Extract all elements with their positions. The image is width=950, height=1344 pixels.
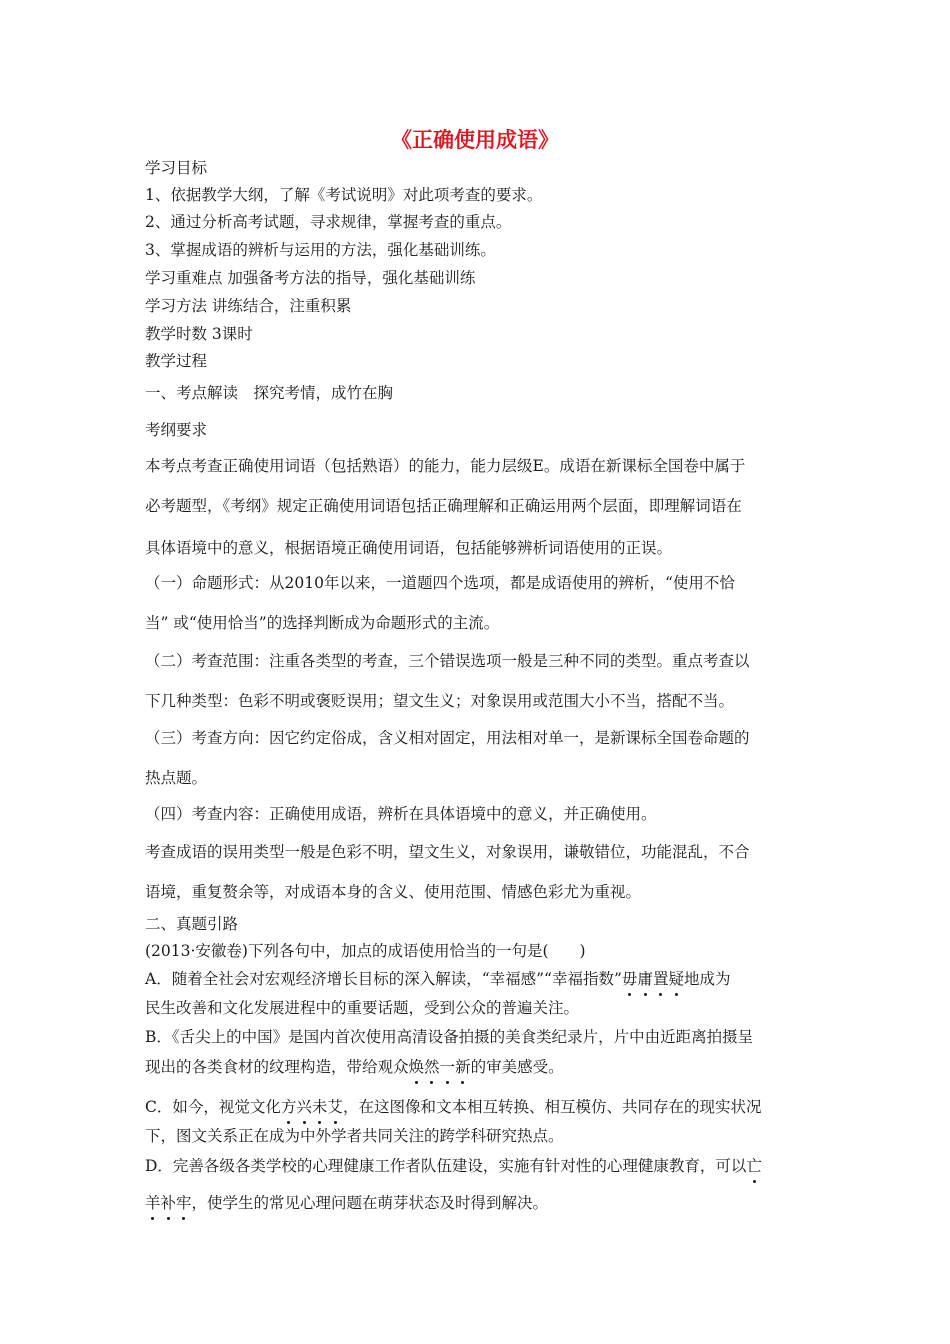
dotted-char: 兴 — [296, 1098, 312, 1116]
text-line: 学习方法 讲练结合，注重积累 — [145, 297, 352, 315]
dotted-char: 亡 — [746, 1157, 762, 1175]
dotted-char: 焕 — [408, 1058, 425, 1076]
text-line: 学习重难点 加强备考方法的指导，强化基础训练 — [145, 269, 476, 287]
dotted-char: 庸 — [637, 970, 653, 988]
option-c-line-1 — [145, 1097, 761, 1117]
text-line: 必考题型，《考纲》规定正确使用词语包括正确理解和正确运用两个层面，即理解词语在 — [145, 497, 742, 515]
question-stem: (2013·安徽卷)下列各句中，加点的成语使用恰当的一句是( ) — [145, 942, 586, 960]
option-text: C．如今，视觉文化 — [145, 1098, 281, 1116]
dotted-idiom — [746, 1157, 762, 1175]
dotted-char: 新 — [455, 1058, 471, 1076]
option-c-line-2 — [145, 1126, 564, 1146]
dotted-char: 补 — [160, 1194, 177, 1212]
text-line: 2、通过分析高考试题，寻求规律，掌握考查的重点。 — [145, 213, 512, 231]
option-text: D．完善各级各类学校的心理健康工作者队伍建设，实施有针对性的心理健康教育，可以 — [145, 1157, 747, 1175]
dotted-char: 疑 — [668, 970, 684, 988]
text-line: 3、掌握成语的辨析与运用的方法，强化基础训练。 — [145, 241, 496, 259]
text-line: （三）考查方向：因它约定俗成，含义相对固定，用法相对单一，是新课标全国卷命题的 — [145, 729, 750, 747]
section-heading: 一、考点解读 探究考情，成竹在胸 — [145, 384, 394, 402]
option-text: ，在这图像和文本相互转换、相互模仿、共同存在的现实状况 — [342, 1098, 762, 1116]
text-line: （一）命题形式：从2010年以来，一道题四个选项，都是成语使用的辨析，“使用不恰 — [145, 574, 735, 592]
option-text: 的审美感受。 — [470, 1058, 564, 1076]
section-heading: 二、真题引路 — [145, 915, 239, 933]
text-line: 教学时数 3课时 — [145, 325, 253, 343]
option-text: 下，图文关系正在成为中外学者共同关注的跨学科研究热点。 — [145, 1127, 564, 1145]
option-text: 民生改善和文化发展进程中的重要话题，受到公众的普遍关注。 — [145, 999, 580, 1017]
option-text: 地成为 — [683, 970, 731, 988]
dotted-char: 毋 — [621, 970, 638, 988]
option-b-line-2 — [145, 1057, 564, 1077]
text-line: 下几种类型：色彩不明或褒贬误用；望文生义；对象误用或范围大小不当，搭配不当。 — [145, 692, 735, 710]
option-d-line-1 — [145, 1156, 762, 1176]
dotted-char: 然 — [424, 1058, 440, 1076]
document-title: 《正确使用成语》 — [391, 128, 559, 152]
dotted-char: 牢 — [176, 1194, 192, 1212]
dotted-char: 未 — [311, 1098, 328, 1116]
dotted-idiom — [145, 1194, 192, 1212]
text-line: 语境，重复赘余等，对成语本身的含义、使用范围、情感色彩尤为重视。 — [145, 883, 642, 901]
option-a-line-2 — [145, 998, 579, 1018]
text-line: 学习目标 — [145, 159, 208, 177]
text-line: 具体语境中的意义，根据语境正确使用词语，包括能够辨析词语使用的正误。 — [145, 539, 673, 557]
option-text: ，使学生的常见心理问题在萌芽状态及时得到解决。 — [191, 1194, 549, 1212]
text-line: （二）考查范围：注重各类型的考查，三个错误选项一般是三种不同的类型。重点考查以 — [145, 652, 750, 670]
dotted-char: 艾 — [327, 1098, 343, 1116]
text-line: 教学过程 — [145, 352, 208, 370]
dotted-idiom — [622, 970, 684, 988]
option-d-line-2 — [145, 1193, 548, 1213]
dotted-idiom — [409, 1058, 471, 1076]
dotted-char: 羊 — [145, 1194, 161, 1212]
option-b-line-1 — [145, 1027, 753, 1047]
option-text: A．随着全社会对宏观经济增长目标的深入解读，“幸福感”“幸福指数” — [145, 970, 622, 988]
text-line: 考查成语的误用类型一般是色彩不明，望文生义，对象误用，谦敬错位，功能混乱，不合 — [145, 843, 750, 861]
option-text: 现出的各类食材的纹理构造，带给观众 — [145, 1058, 409, 1076]
text-line: 1、依据教学大纲，了解《考试说明》对此项考查的要求。 — [145, 186, 543, 204]
text-line: （四）考查内容：正确使用成语，辨析在具体语境中的意义，并正确使用。 — [145, 805, 657, 823]
text-line: 热点题。 — [145, 769, 208, 787]
text-line: 考纲要求 — [145, 421, 208, 439]
text-line: 当” 或“使用恰当”的选择判断成为命题形式的主流。 — [145, 614, 500, 632]
text-line: 本考点考查正确使用词语（包括熟语）的能力，能力层级E。成语在新课标全国卷中属于 — [145, 457, 746, 475]
dotted-idiom — [281, 1098, 343, 1116]
dotted-char: 置 — [652, 970, 669, 988]
dotted-char: 一 — [439, 1058, 456, 1076]
option-text: B．《舌尖上的中国》是国内首次使用高清设备拍摄的美食类纪录片，片中由近距离拍摄呈 — [145, 1028, 754, 1046]
option-a-line-1 — [145, 969, 730, 989]
dotted-char: 方 — [280, 1098, 297, 1116]
